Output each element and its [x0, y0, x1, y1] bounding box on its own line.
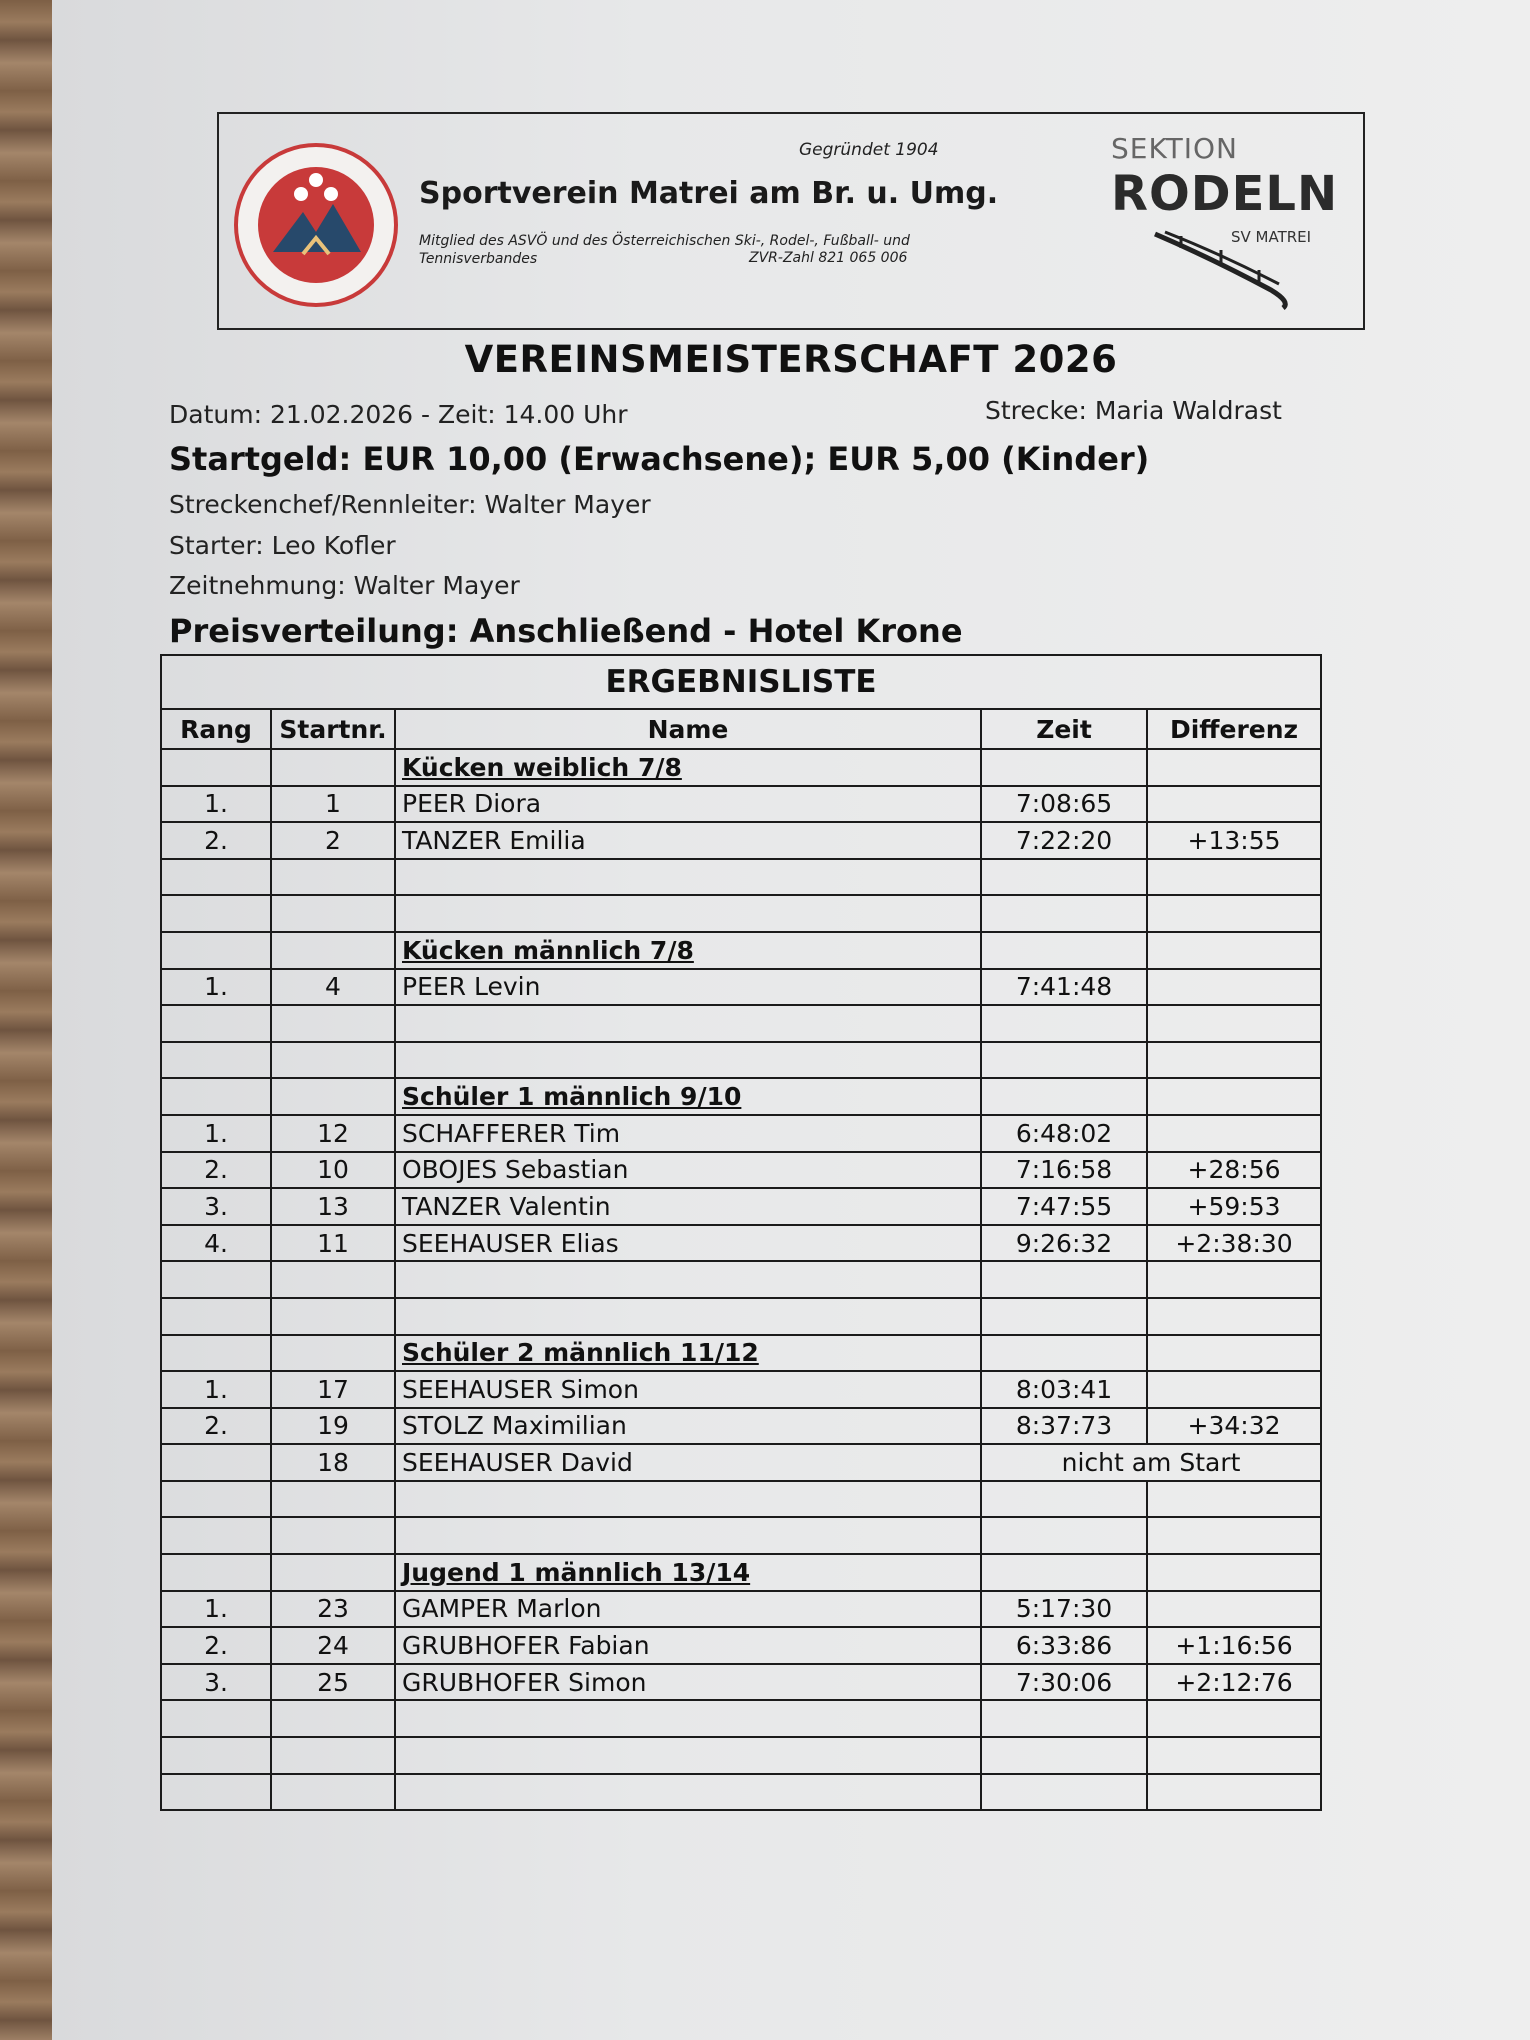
- starter: Starter: Leo Kofler: [169, 531, 396, 560]
- rank-cell: [161, 932, 271, 969]
- track-chief: Streckenchef/Rennleiter: Walter Mayer: [169, 490, 651, 519]
- time-cell: 5:17:30: [981, 1591, 1147, 1628]
- bib-cell: [271, 1042, 395, 1079]
- name-cell: [395, 859, 981, 896]
- event-track: Strecke: Maria Waldrast: [985, 396, 1282, 425]
- sektion-rodeln-logo: [1111, 132, 1351, 312]
- bib-cell: [271, 1700, 395, 1737]
- timekeeping: Zeitnehmung: Walter Mayer: [169, 571, 520, 600]
- results-title: ERGEBNISLISTE: [161, 655, 1321, 709]
- bib-cell: 24: [271, 1627, 395, 1664]
- bib-cell: 17: [271, 1371, 395, 1408]
- bib-cell: 25: [271, 1664, 395, 1701]
- rank-cell: 3.: [161, 1188, 271, 1225]
- club-seal-icon: [233, 142, 399, 308]
- event-date-time: Datum: 21.02.2026 - Zeit: 14.00 Uhr: [169, 400, 628, 429]
- empty-row: [161, 1261, 1321, 1298]
- rank-cell: 1.: [161, 1115, 271, 1152]
- bib-cell: [271, 1298, 395, 1335]
- club-zvr-number: ZVR-Zahl 821 065 006: [749, 250, 908, 266]
- time-cell: 8:03:41: [981, 1371, 1147, 1408]
- rank-cell: 2.: [161, 1152, 271, 1189]
- name-cell: SCHAFFERER Tim: [395, 1115, 981, 1152]
- bib-cell: [271, 1481, 395, 1518]
- category-label: Kücken männlich 7/8: [402, 935, 694, 965]
- rank-cell: 2.: [161, 822, 271, 859]
- difference-cell: [1147, 1078, 1321, 1115]
- bib-cell: 11: [271, 1225, 395, 1262]
- rank-cell: 2.: [161, 1408, 271, 1445]
- category-row: [161, 932, 1321, 969]
- bib-cell: 18: [271, 1444, 395, 1481]
- difference-cell: [1147, 1005, 1321, 1042]
- name-cell: [395, 1737, 981, 1774]
- rank-cell: 4.: [161, 1225, 271, 1262]
- name-cell: PEER Diora: [395, 786, 981, 823]
- club-name: Sportverein Matrei am Br. u. Umg.: [419, 176, 999, 211]
- empty-row: [161, 1517, 1321, 1554]
- name-cell: [395, 1261, 981, 1298]
- header-bib: Startnr.: [271, 709, 395, 749]
- difference-cell: [1147, 1335, 1321, 1372]
- result-row: [161, 1152, 1321, 1189]
- rank-cell: [161, 895, 271, 932]
- wooden-table-edge: [0, 0, 60, 2040]
- header-rank: Rang: [161, 709, 271, 749]
- name-cell: STOLZ Maximilian: [395, 1408, 981, 1445]
- bib-cell: 13: [271, 1188, 395, 1225]
- rank-cell: 3.: [161, 1664, 271, 1701]
- bib-cell: [271, 1078, 395, 1115]
- difference-cell: +13:55: [1147, 822, 1321, 859]
- difference-cell: [1147, 1115, 1321, 1152]
- empty-row: [161, 1005, 1321, 1042]
- result-row: [161, 1371, 1321, 1408]
- difference-cell: [1147, 1481, 1321, 1518]
- difference-cell: [1147, 1700, 1321, 1737]
- name-cell: [395, 1517, 981, 1554]
- difference-cell: [1147, 859, 1321, 896]
- difference-cell: [1147, 969, 1321, 1006]
- rank-cell: [161, 1554, 271, 1591]
- bib-cell: 23: [271, 1591, 395, 1628]
- empty-row: [161, 1042, 1321, 1079]
- rank-cell: [161, 1298, 271, 1335]
- empty-row: [161, 1481, 1321, 1518]
- bib-cell: [271, 749, 395, 786]
- time-cell: [981, 1737, 1147, 1774]
- result-row: [161, 1627, 1321, 1664]
- difference-cell: [1147, 895, 1321, 932]
- name-cell: [395, 1042, 981, 1079]
- header-name: Name: [395, 709, 981, 749]
- time-cell: [981, 1335, 1147, 1372]
- time-cell: [981, 1005, 1147, 1042]
- name-cell: SEEHAUSER Elias: [395, 1225, 981, 1262]
- result-row: [161, 1115, 1321, 1152]
- bib-cell: 10: [271, 1152, 395, 1189]
- rodeln-word: RODELN: [1111, 166, 1339, 222]
- difference-cell: [1147, 786, 1321, 823]
- result-row: [161, 1591, 1321, 1628]
- sv-matrei-label: SV MATREI: [1231, 228, 1312, 246]
- time-cell: [981, 1042, 1147, 1079]
- result-row: [161, 786, 1321, 823]
- rank-cell: [161, 1005, 271, 1042]
- difference-cell: [1147, 1774, 1321, 1811]
- document-title: VEREINSMEISTERSCHAFT 2026: [464, 338, 1118, 381]
- category-row: [161, 749, 1321, 786]
- empty-row: [161, 1298, 1321, 1335]
- award-ceremony: Preisverteilung: Anschließend - Hotel Krone: [169, 612, 963, 650]
- bib-cell: 19: [271, 1408, 395, 1445]
- time-cell: 6:48:02: [981, 1115, 1147, 1152]
- difference-cell: +34:32: [1147, 1408, 1321, 1445]
- name-cell: [395, 1298, 981, 1335]
- bib-cell: 1: [271, 786, 395, 823]
- time-cell: 7:30:06: [981, 1664, 1147, 1701]
- difference-cell: +1:16:56: [1147, 1627, 1321, 1664]
- difference-cell: [1147, 1517, 1321, 1554]
- name-cell: GRUBHOFER Fabian: [395, 1627, 981, 1664]
- rank-cell: [161, 1737, 271, 1774]
- bib-cell: 4: [271, 969, 395, 1006]
- bib-cell: [271, 1517, 395, 1554]
- category-cell: [395, 1554, 981, 1591]
- category-row: [161, 1078, 1321, 1115]
- results-table: [160, 654, 1322, 1811]
- time-cell: [981, 749, 1147, 786]
- rank-cell: 1.: [161, 1371, 271, 1408]
- rank-cell: [161, 749, 271, 786]
- bib-cell: [271, 859, 395, 896]
- time-cell: [981, 1078, 1147, 1115]
- time-cell: 9:26:32: [981, 1225, 1147, 1262]
- rank-cell: [161, 1335, 271, 1372]
- rank-cell: 1.: [161, 1591, 271, 1628]
- time-cell: 7:16:58: [981, 1152, 1147, 1189]
- bib-cell: [271, 1335, 395, 1372]
- category-row: [161, 1335, 1321, 1372]
- name-cell: SEEHAUSER David: [395, 1444, 981, 1481]
- name-cell: [395, 1005, 981, 1042]
- name-cell: [395, 1481, 981, 1518]
- bib-cell: 12: [271, 1115, 395, 1152]
- name-cell: [395, 895, 981, 932]
- empty-row: [161, 1700, 1321, 1737]
- time-cell: [981, 1298, 1147, 1335]
- difference-cell: +28:56: [1147, 1152, 1321, 1189]
- category-label: Schüler 1 männlich 9/10: [402, 1082, 742, 1112]
- result-row: [161, 1408, 1321, 1445]
- name-cell: TANZER Valentin: [395, 1188, 981, 1225]
- name-cell: SEEHAUSER Simon: [395, 1371, 981, 1408]
- time-cell: [981, 1554, 1147, 1591]
- time-cell: 8:37:73: [981, 1408, 1147, 1445]
- result-row: [161, 1444, 1321, 1481]
- result-row: [161, 822, 1321, 859]
- name-cell: PEER Levin: [395, 969, 981, 1006]
- difference-cell: +59:53: [1147, 1188, 1321, 1225]
- difference-cell: [1147, 932, 1321, 969]
- header-time: Zeit: [981, 709, 1147, 749]
- name-cell: GRUBHOFER Simon: [395, 1664, 981, 1701]
- rank-cell: 1.: [161, 786, 271, 823]
- bib-cell: 2: [271, 822, 395, 859]
- founded-year: Gegründet 1904: [799, 140, 939, 160]
- time-cell: [981, 895, 1147, 932]
- time-cell: [981, 932, 1147, 969]
- rank-cell: [161, 1444, 271, 1481]
- difference-cell: [1147, 1591, 1321, 1628]
- empty-row: [161, 895, 1321, 932]
- club-membership: Mitglied des ASVÖ und des Österreichischen Ski-, Rodel-, Fußball- und Tennisverbandes: [419, 233, 910, 267]
- name-cell: TANZER Emilia: [395, 822, 981, 859]
- difference-cell: [1147, 1261, 1321, 1298]
- category-cell: [395, 1078, 981, 1115]
- time-cell: [981, 1774, 1147, 1811]
- time-cell: [981, 1261, 1147, 1298]
- header-difference: Differenz: [1147, 709, 1321, 749]
- result-row: [161, 1664, 1321, 1701]
- difference-cell: [1147, 1554, 1321, 1591]
- category-cell: [395, 1335, 981, 1372]
- category-label: Kücken weiblich 7/8: [402, 752, 682, 782]
- category-row: [161, 1554, 1321, 1591]
- time-cell: 7:41:48: [981, 969, 1147, 1006]
- bib-cell: [271, 895, 395, 932]
- bib-cell: [271, 1261, 395, 1298]
- header-row: [161, 709, 1321, 749]
- difference-cell: [1147, 1371, 1321, 1408]
- rank-cell: [161, 1481, 271, 1518]
- rank-cell: 1.: [161, 969, 271, 1006]
- name-cell: OBOJES Sebastian: [395, 1152, 981, 1189]
- sektion-label: SEKTION: [1111, 132, 1238, 165]
- name-cell: GAMPER Marlon: [395, 1591, 981, 1628]
- time-cell: [981, 1700, 1147, 1737]
- name-cell: [395, 1700, 981, 1737]
- time-cell: 7:22:20: [981, 822, 1147, 859]
- category-label: Jugend 1 männlich 13/14: [402, 1557, 751, 1587]
- time-cell: 7:08:65: [981, 786, 1147, 823]
- bib-cell: [271, 1774, 395, 1811]
- time-cell: [981, 1481, 1147, 1518]
- rank-cell: 2.: [161, 1627, 271, 1664]
- status-cell: nicht am Start: [981, 1444, 1321, 1481]
- empty-row: [161, 1737, 1321, 1774]
- name-cell: [395, 1774, 981, 1811]
- bib-cell: [271, 1554, 395, 1591]
- bib-cell: [271, 1737, 395, 1774]
- category-cell: [395, 749, 981, 786]
- difference-cell: +2:12:76: [1147, 1664, 1321, 1701]
- time-cell: 6:33:86: [981, 1627, 1147, 1664]
- result-row: [161, 1225, 1321, 1262]
- difference-cell: [1147, 1737, 1321, 1774]
- difference-cell: [1147, 1042, 1321, 1079]
- result-row: [161, 1188, 1321, 1225]
- category-label: Schüler 2 männlich 11/12: [402, 1338, 759, 1368]
- rank-cell: [161, 1261, 271, 1298]
- difference-cell: +2:38:30: [1147, 1225, 1321, 1262]
- time-cell: [981, 1517, 1147, 1554]
- time-cell: [981, 859, 1147, 896]
- difference-cell: [1147, 749, 1321, 786]
- entry-fee: Startgeld: EUR 10,00 (Erwachsene); EUR 5,00 (Kinder): [169, 440, 1150, 478]
- difference-cell: [1147, 1298, 1321, 1335]
- time-cell: 7:47:55: [981, 1188, 1147, 1225]
- rank-cell: [161, 1078, 271, 1115]
- category-cell: [395, 932, 981, 969]
- empty-row: [161, 859, 1321, 896]
- empty-row: [161, 1774, 1321, 1811]
- bib-cell: [271, 1005, 395, 1042]
- letterhead: [217, 112, 1365, 330]
- rank-cell: [161, 1774, 271, 1811]
- rank-cell: [161, 1042, 271, 1079]
- rank-cell: [161, 1700, 271, 1737]
- sled-icon: [1151, 228, 1301, 312]
- rank-cell: [161, 859, 271, 896]
- rank-cell: [161, 1517, 271, 1554]
- bib-cell: [271, 932, 395, 969]
- result-row: [161, 969, 1321, 1006]
